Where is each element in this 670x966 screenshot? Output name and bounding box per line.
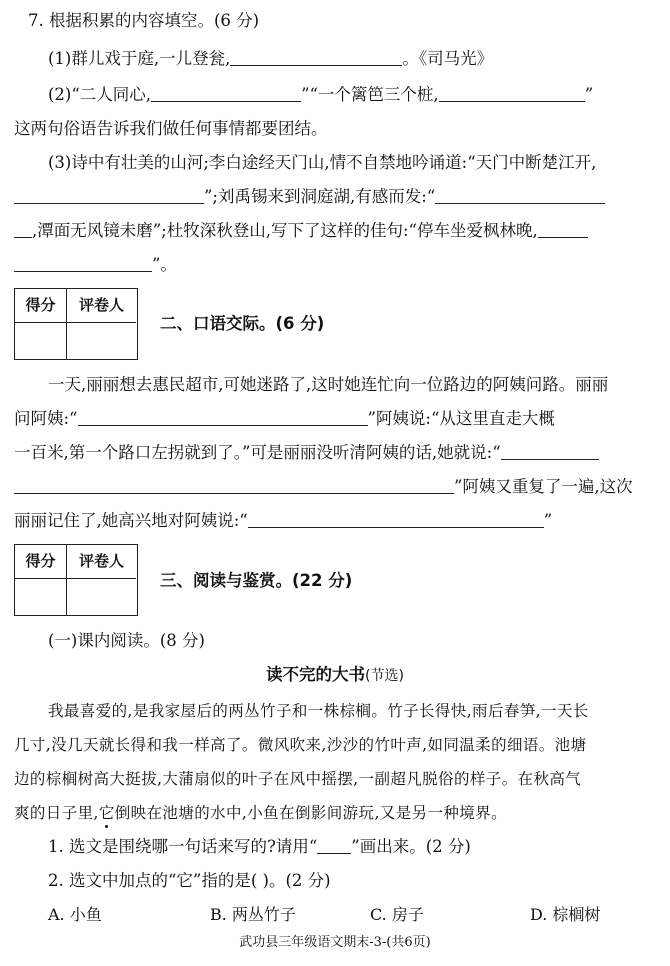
answer-blank[interactable] (230, 48, 402, 66)
q7-item3-line1: (3)诗中有壮美的山河;李白途经天门山,情不自禁地吟诵道:“天门中断楚江开, (48, 153, 597, 172)
answer-blank[interactable] (501, 442, 599, 460)
passage-line (14, 802, 507, 824)
section2-text: ”阿姨说:“从这里直走大概 (367, 409, 555, 428)
grader-header-cell (67, 289, 136, 323)
answer-blank[interactable] (538, 220, 588, 238)
q7-item1-text: (1)群儿戏于庭,一儿登瓮, (48, 49, 231, 68)
q7-title: 7. 根据积累的内容填空。(6 分) (28, 11, 260, 30)
dotted-character: 它 (98, 804, 115, 822)
score-table (14, 288, 138, 360)
answer-blank[interactable] (14, 220, 32, 238)
section2-line4 (14, 476, 633, 498)
question-2: 2. 选文中加点的“它”指的是( )。(2 分) (48, 871, 331, 890)
grader-label: 评卷人 (78, 296, 124, 314)
score-input-cell[interactable] (15, 323, 67, 359)
q7-item2-text: (2)“二人同心, (48, 85, 152, 104)
answer-blank[interactable] (439, 84, 585, 102)
passage-line: 几寸,没几天就长得和我一样高了。微风吹来,沙沙的竹叶声,如同温柔的细语。池塘 (14, 736, 587, 754)
option-b[interactable]: B. 两丛竹子 (210, 905, 296, 924)
answer-blank[interactable] (14, 476, 454, 494)
score-table (14, 544, 138, 616)
q7-item3-line4 (14, 254, 177, 276)
q7-item1-source: 。《司马光》 (402, 49, 494, 68)
passage-line: 我最喜爱的,是我家屋后的两丛竹子和一株棕榈。竹子长得快,雨后春笋,一天长 (48, 702, 589, 720)
score-label: 得分 (25, 296, 56, 314)
passage-title (0, 664, 670, 687)
question-text: 1. 选文是围绕哪一句话来写的?请用“ (48, 837, 318, 856)
page-footer: 武功县三年级语文期末-3-(共6页) (239, 935, 431, 950)
q7-item2-line2: 这两句俗语告诉我们做任何事情都要团结。 (14, 119, 328, 138)
answer-blank[interactable] (248, 510, 544, 528)
section2-title: 二、口语交际。(6 分) (160, 314, 325, 333)
score-label: 得分 (25, 552, 56, 570)
section3-subtitle: (一)课内阅读。(8 分) (48, 631, 205, 650)
section2-text: ”阿姨又重复了一遍,这次 (454, 477, 633, 496)
grader-header-cell (67, 545, 136, 579)
section2-text: 丽丽记住了,她高兴地对阿姨说:“ (14, 511, 248, 530)
score-header-cell (15, 545, 67, 579)
q7-item3-line2 (14, 186, 605, 208)
passage-line: 边的棕榈树高大挺拔,大蒲扇似的叶子在风中摇摆,一副超凡脱俗的样子。在秋高气 (14, 770, 582, 788)
section2-line5 (14, 510, 552, 532)
passage-title-note: (节选) (365, 668, 404, 684)
q7-item3-text: ”。 (152, 255, 177, 274)
q7-item1 (48, 48, 493, 70)
q7-item2-quote: ” (584, 85, 594, 104)
answer-blank[interactable] (14, 186, 204, 204)
q7-item3-text: ”;刘禹锡来到洞庭湖,有感而发:“ (204, 187, 436, 206)
option-d[interactable]: D. 棕榈树 (530, 905, 601, 924)
q7-item3-line3 (14, 220, 588, 242)
q7-item2-text-b: ”“一个篱笆三个桩, (301, 85, 439, 104)
section2-text: ” (543, 511, 553, 530)
score-header-cell (15, 289, 67, 323)
option-a[interactable]: A. 小鱼 (48, 905, 102, 924)
section2-text: 一百米,第一个路口左拐就到了。”可是丽丽没听清阿姨的话,她就说:“ (14, 443, 501, 462)
section2-line1: 一天,丽丽想去惠民超市,可她迷路了,这时她连忙向一位路边的阿姨问路。丽丽 (48, 375, 609, 394)
underline-marker (317, 836, 351, 854)
score-input-cell[interactable] (15, 579, 67, 615)
section2-line2 (14, 408, 555, 430)
passage-title-text: 读不完的大书 (266, 665, 366, 684)
answer-blank[interactable] (151, 84, 301, 102)
question-1 (48, 836, 471, 858)
section2-text: 问阿姨:“ (14, 409, 78, 428)
option-c[interactable]: C. 房子 (370, 905, 424, 924)
passage-text: 倒映在池塘的水中,小鱼在倒影间游玩,又是另一种境界。 (114, 804, 507, 822)
passage-text: 爽的日子里, (14, 804, 99, 822)
q7-item2 (48, 84, 593, 106)
question-text: ”画出来。(2 分) (351, 837, 471, 856)
grader-label: 评卷人 (78, 552, 124, 570)
q7-item3-text: ,潭面无风镜未磨”;杜牧深秋登山,写下了这样的佳句:“停车坐爱枫林晚, (32, 221, 538, 240)
answer-blank[interactable] (14, 254, 152, 272)
section2-line3 (14, 442, 599, 464)
answer-blank[interactable] (435, 186, 605, 204)
answer-blank[interactable] (78, 408, 368, 426)
section3-title: 三、阅读与鉴赏。(22 分) (160, 571, 353, 590)
